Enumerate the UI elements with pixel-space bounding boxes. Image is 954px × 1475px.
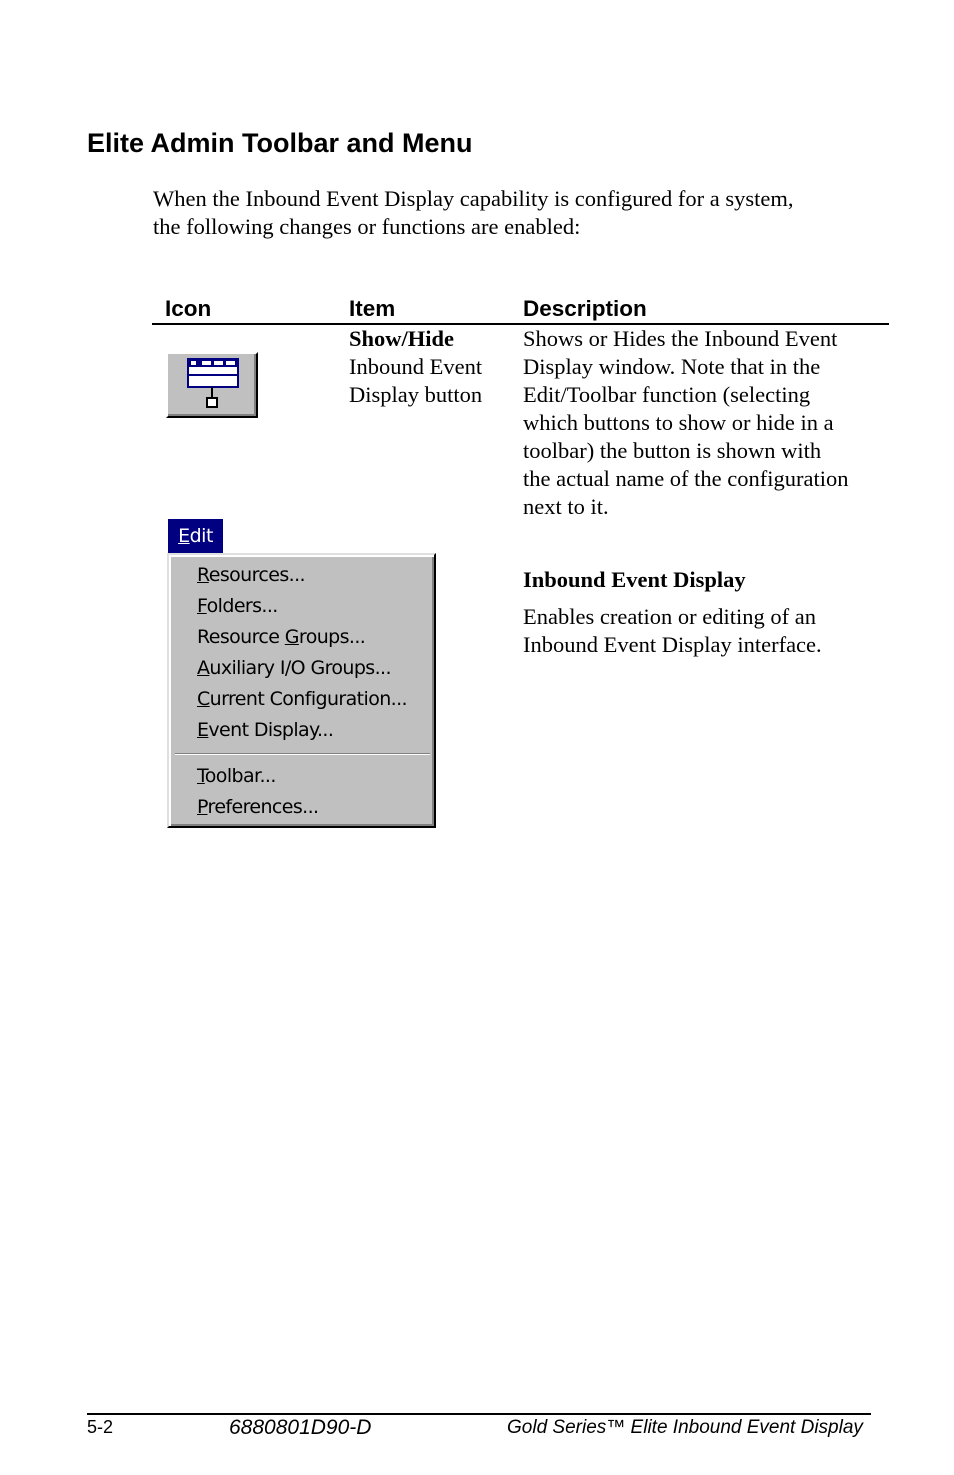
menu-item-label: esources... <box>208 564 305 586</box>
row1-description-line: Edit/Toolbar function (selecting <box>523 382 811 407</box>
row1-description-line: Shows or Hides the Inbound Event <box>523 326 838 351</box>
row1-description-line: next to it. <box>523 494 609 519</box>
edit-menu-label: dit <box>189 525 213 547</box>
row1-item <box>349 325 514 409</box>
menu-mnemonic: E <box>197 719 209 741</box>
column-header-icon: Icon <box>165 296 212 321</box>
footer-title: Gold Series™ Elite Inbound Event Display <box>507 1417 863 1438</box>
menu-item-current-configuration[interactable] <box>197 688 407 710</box>
menu-separator <box>175 753 430 755</box>
menu-mnemonic: C <box>197 688 210 710</box>
menu-mnemonic: T <box>197 765 205 787</box>
footer-rule <box>87 1413 871 1415</box>
column-header-item: Item <box>349 296 396 321</box>
edit-menu-mnemonic: E <box>178 525 190 547</box>
edit-menu-dropdown <box>167 553 436 828</box>
row2-item-title: Inbound Event Display <box>523 567 746 592</box>
menu-item-resources[interactable] <box>197 564 305 586</box>
column-header-description: Description <box>523 296 647 321</box>
menu-mnemonic: A <box>197 657 210 679</box>
event-display-window-icon <box>168 354 256 416</box>
edit-menu-title[interactable] <box>168 519 223 553</box>
menu-mnemonic: G <box>284 626 299 648</box>
intro-line: When the Inbound Event Display capability is configured for a system, <box>153 186 794 211</box>
row2-description <box>523 603 883 659</box>
menu-item-resource-groups[interactable] <box>197 626 365 648</box>
row1-description-line: which buttons to show or hide in a <box>523 410 834 435</box>
footer-page-number: 5-2 <box>87 1417 114 1437</box>
menu-mnemonic: R <box>197 564 209 586</box>
menu-item-folders[interactable] <box>197 595 278 617</box>
menu-item-label: vent Display... <box>208 719 334 741</box>
section-heading: Elite Admin Toolbar and Menu <box>87 128 473 158</box>
intro-paragraph <box>153 185 873 240</box>
menu-item-label: urrent Configuration... <box>209 688 407 710</box>
row1-description-line: toolbar) the button is shown with <box>523 438 822 463</box>
menu-item-auxiliary-io-groups[interactable] <box>197 657 391 679</box>
menu-item-label: roups... <box>298 626 366 648</box>
intro-line: the following changes or functions are enabled: <box>153 213 581 239</box>
row1-description-line: the actual name of the configuration <box>523 466 849 491</box>
row1-item-line: Display button <box>349 382 483 407</box>
row1-description-line: Display window. Note that in the <box>523 354 821 379</box>
menu-item-label: references... <box>207 796 319 818</box>
row2-description-line: Inbound Event Display interface. <box>523 632 822 657</box>
row1-description <box>523 325 883 521</box>
row1-item-name: Show/Hide <box>349 326 455 351</box>
menu-mnemonic: F <box>197 595 207 617</box>
row1-item-line: Inbound Event <box>349 354 483 379</box>
footer-doc-number: 6880801D90-D <box>229 1416 372 1439</box>
menu-item-label: oolbar... <box>204 765 276 787</box>
menu-item-label: olders... <box>206 595 278 617</box>
menu-item-toolbar[interactable] <box>197 765 276 787</box>
show-hide-event-display-button[interactable] <box>166 352 258 418</box>
row2-description-line: Enables creation or editing of an <box>523 604 817 629</box>
menu-item-label: Resource <box>197 626 285 648</box>
menu-mnemonic: P <box>197 796 208 818</box>
menu-item-event-display[interactable] <box>197 719 333 741</box>
menu-item-preferences[interactable] <box>197 796 318 818</box>
menu-item-label: uxiliary I/O Groups... <box>209 657 391 679</box>
